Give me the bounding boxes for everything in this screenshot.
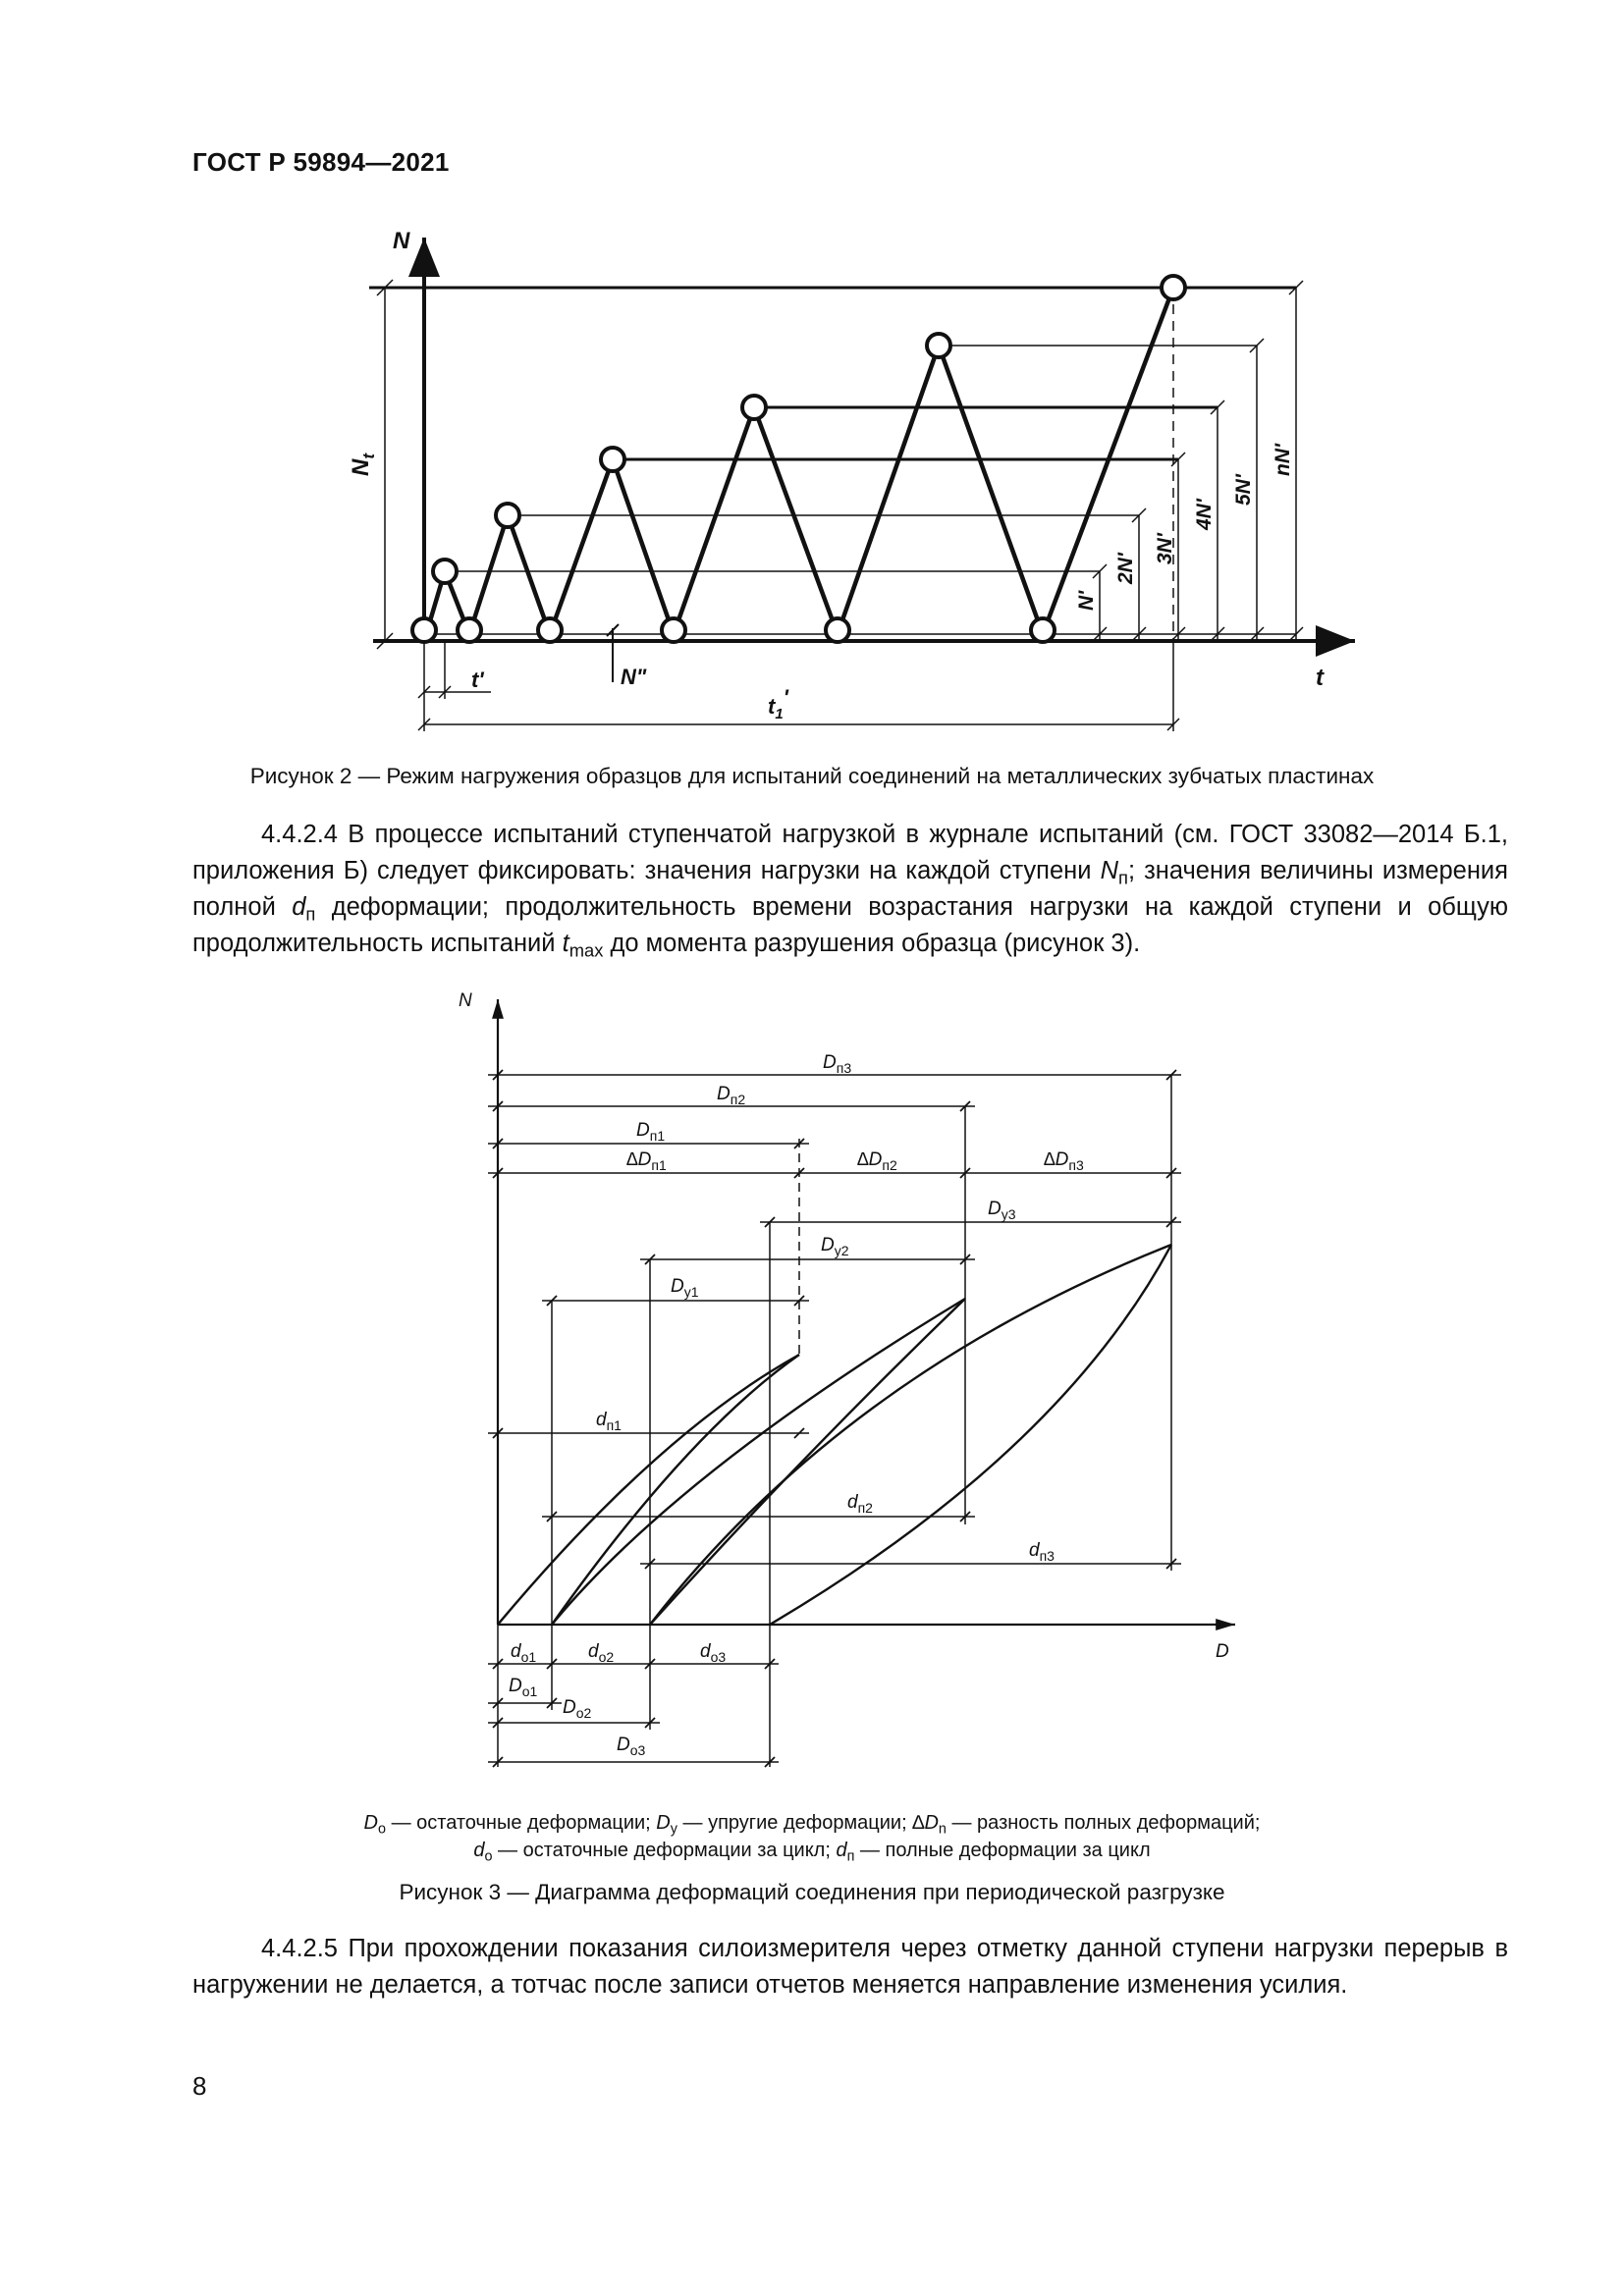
fig3-label-do2: $d_{о2}$ [588,1641,615,1665]
fig3-label-do1: $d_{о1}$ [511,1641,537,1665]
figure-2-caption: Рисунок 2 — Режим нагружения образцов для испытаний соединений на металлических зубчатых пластинах [249,764,1375,788]
fig2-label-n4: 4N' [1193,499,1216,530]
fig3-label-do1-cap: $D_{о1}$ [509,1676,538,1699]
fig3-label-dn2: $D_{п2}$ [717,1084,746,1107]
fig2-label-y-axis: N [393,228,410,254]
figure-3-caption: Рисунок 3 — Диаграмма деформаций соединения при периодической разгрузке [399,1880,1225,1904]
document-header: ГОСТ Р 59894—2021 [192,147,450,177]
fig2-label-nn: nN' [1272,444,1294,476]
legend-line-1: $D_о$ — остаточные деформации; $D_у$ — упругие деформации; $\Delta D_n$ — разность полных деформаций; [363,1812,1261,1838]
fig3-label-do2-cap: $D_{о2}$ [563,1697,592,1721]
fig3-label-dy2: $D_{у2}$ [821,1235,849,1258]
fig3-label-x-axis: D [1216,1641,1229,1662]
fig2-label-n1: N' [1075,590,1098,611]
fig3-label-delta-dn3: $\Delta D_{п3}$ [1044,1149,1084,1173]
fig2-label-n3: 3N' [1154,533,1176,564]
fig2-label-n-double: N" [621,665,647,689]
fig2-label-n5: 5N' [1232,474,1255,506]
fig3-label-y-axis: N [459,990,472,1011]
fig3-label-dn1: $D_{п1}$ [636,1120,666,1144]
fig3-label-delta-dn2: $\Delta D_{п2}$ [857,1149,897,1173]
fig3-label-dy1: $D_{у1}$ [671,1276,699,1300]
fig2-label-t-prime: t' [471,667,484,692]
figure-3-deformation-diagram [432,972,1257,1777]
fig3-label-do3-cap: $D_{о3}$ [617,1735,646,1758]
fig3-label-delta-dn1: $\Delta D_{п1}$ [626,1149,667,1173]
figure-2-load-diagram [348,221,1375,741]
fig3-label-do3: $d_{о3}$ [700,1641,727,1665]
fig2-label-nt: $N_t$ [348,453,378,476]
fig2-label-n2: 2N' [1114,553,1137,584]
fig3-label-dn2-small: $d_{п2}$ [847,1492,873,1516]
page-number: 8 [192,2071,207,2101]
fig2-label-t1: $t_1'$ [768,685,788,722]
fig3-label-dn3: $D_{п3}$ [823,1052,852,1076]
paragraph-4-4-2-5: 4.4.2.5 При прохождении показания силоизмерителя через отметку данной ступени нагрузки перерыв в нагружении не делается, а тотчас после записи отчетов меняется направление изменения усилия. [192,1935,1508,1999]
figure-3-legend [0,1809,1624,1864]
fig2-label-x-axis: t [1316,665,1324,691]
paragraph-4-4-2-4: 4.4.2.4 В процессе испытаний ступенчатой нагрузкой в журнале испытаний (см. ГОСТ 33082—2014 Б.1, приложения Б) следует фиксировать: значения нагрузки на каждой ступени $N_п$; значения величины измерения полной $d_п$ деформации; продолжительность времени возрастания нагрузки на каждой ступени и общую продолжительность испытаний $t_{max}$ до момента разрушения образца (рисунок 3). [192,821,1508,961]
fig3-label-dn1-small: $d_{п1}$ [596,1410,622,1433]
fig3-label-dn3-small: $d_{п3}$ [1029,1540,1055,1564]
legend-line-2: $d_о$ — остаточные деформации за цикл; $d_п$ — полные деформации за цикл [473,1840,1151,1865]
fig3-label-dy3: $D_{у3}$ [988,1199,1016,1222]
